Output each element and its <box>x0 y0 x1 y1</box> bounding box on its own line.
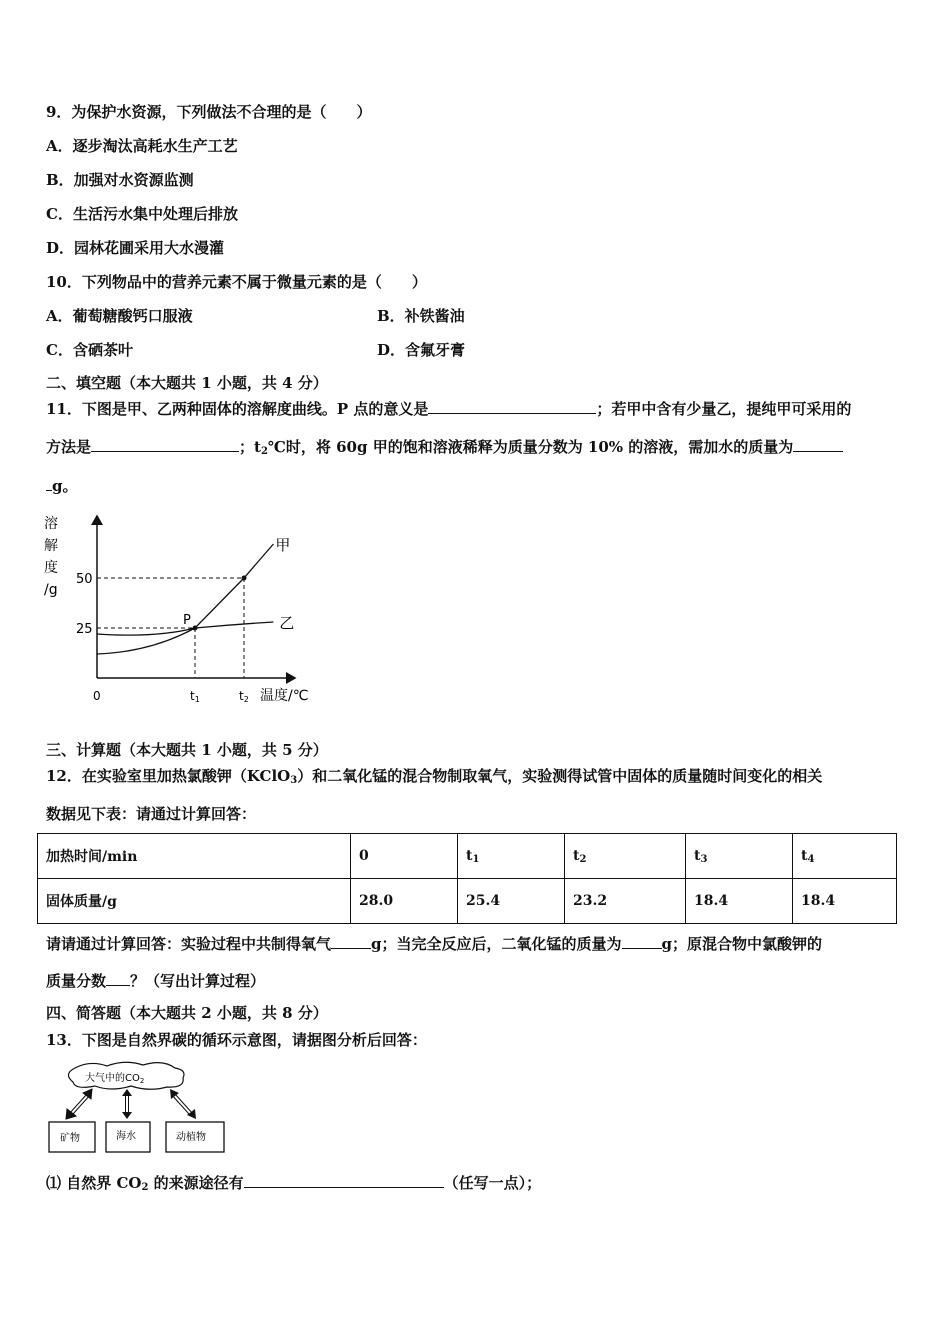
q11-line-2 <box>46 436 843 462</box>
q9-option-c: C．生活污水集中处理后排放 <box>46 205 238 223</box>
q10-stem: 10．下列物品中的营养元素不属于微量元素的是（ ） <box>46 273 427 291</box>
table-row <box>38 834 897 879</box>
q10-option-c: C．含硒茶叶 <box>46 341 133 359</box>
q9-stem: 9．为保护水资源，下列做法不合理的是（ ） <box>46 103 372 121</box>
table-row <box>38 879 897 924</box>
answer-blank[interactable] <box>428 398 596 414</box>
x-axis-label: 温度/℃ <box>260 688 309 704</box>
y-axis-label-char: /g <box>44 582 58 598</box>
table-cell: $t_2$ <box>565 834 686 879</box>
subscript: 2 <box>141 1182 149 1193</box>
point-jia-t2 <box>242 576 247 581</box>
section-3-heading: 三、计算题（本大题共 1 小题，共 5 分） <box>46 741 328 759</box>
table-cell: $t_1$ <box>458 834 565 879</box>
q12-text: ？（写出计算过程） <box>130 972 266 990</box>
arrow-up-down-icon <box>122 1089 132 1119</box>
q11-text: 方法是 <box>46 438 92 456</box>
q11-text: 11．下图是甲、乙两种固体的溶解度曲线。P 点的意义是 <box>46 400 429 418</box>
q9-option-d: D．园林花圃采用大水漫灌 <box>46 239 225 257</box>
table-cell: 18.4 <box>793 879 897 924</box>
x-tick-label: t2 <box>239 689 249 704</box>
q12-answer-line-2 <box>46 970 265 991</box>
q11-line-1 <box>46 398 851 419</box>
data-table <box>37 833 897 924</box>
series-jia-line <box>97 544 273 654</box>
table-cell: 28.0 <box>351 879 458 924</box>
table-cell: 0 <box>351 834 458 879</box>
y-axis-label-char: 度 <box>44 560 58 576</box>
q12-text: ）和二氧化锰的混合物制取氧气，实验测得试管中固体的质量随时间变化的相关 <box>297 767 823 785</box>
y-axis-label <box>44 515 58 598</box>
box-seawater-label: 海水 <box>116 1131 136 1142</box>
q9-option-a: A．逐步淘汰高耗水生产工艺 <box>46 137 238 155</box>
section-2-heading: 二、填空题（本大题共 1 小题，共 4 分） <box>46 374 328 392</box>
arrow-left-icon <box>66 1089 92 1119</box>
answer-blank[interactable] <box>244 1172 444 1188</box>
q13-text: ⑴ 自然界 CO <box>46 1174 142 1192</box>
q12-text: 12．在实验室里加热氯酸钾（KClO <box>46 767 291 785</box>
q13-text: 的来源途径有 <box>148 1174 244 1192</box>
q11-text: g。 <box>52 477 78 495</box>
q13-text: （任写一点）； <box>443 1174 542 1192</box>
answer-blank[interactable] <box>106 970 130 986</box>
q10-option-d: D．含氟牙膏 <box>377 341 466 359</box>
q13-stem: 13．下图是自然界碳的循环示意图，请据图分析后回答： <box>46 1031 427 1049</box>
series-yi-label: 乙 <box>279 614 295 632</box>
carbon-cycle-diagram <box>45 1060 230 1160</box>
y-tick-label: 50 <box>76 572 93 587</box>
q12-line-1 <box>46 766 822 791</box>
q12-text: 请请通过计算回答：实验过程中共制得氧气 <box>46 935 332 953</box>
q10-option-b: B．补铁酱油 <box>377 307 465 325</box>
arrow-right-icon <box>170 1089 196 1119</box>
point-p-label: P <box>183 613 191 628</box>
table-cell: 18.4 <box>686 879 793 924</box>
q12-text: g；当完全反应后，二氧化锰的质量为 <box>371 935 622 953</box>
box-minerals-label: 矿物 <box>60 1133 80 1144</box>
answer-blank[interactable] <box>331 933 371 949</box>
section-4-heading: 四、简答题（本大题共 2 小题，共 8 分） <box>46 1004 328 1022</box>
q11-text: ℃时，将 60g 甲的饱和溶液稀释为质量分数为 10% 的溶液，需加水的质量为 <box>267 438 794 456</box>
table-cell: $t_3$ <box>686 834 793 879</box>
y-tick-label: 25 <box>76 622 93 637</box>
table-cell: $t_4$ <box>793 834 897 879</box>
table-cell: 加热时间/min <box>38 834 351 879</box>
y-axis-label-char: 解 <box>44 538 58 554</box>
y-axis-label-char: 溶 <box>44 516 58 532</box>
q12-answer-line-1 <box>46 933 822 954</box>
q12-text: 质量分数 <box>46 972 107 990</box>
subscript: 2 <box>260 446 268 457</box>
q11-text: ；若甲中含有少量乙，提纯甲可采用的 <box>596 400 852 418</box>
q11-text: ；t <box>239 438 261 456</box>
intersection-point-p <box>193 626 198 631</box>
q11-line-3 <box>46 475 78 496</box>
q13-subquestion-1 <box>46 1172 541 1198</box>
cloud-label: 大气中的$CO_2$ <box>85 1073 145 1085</box>
q10-option-a: A．葡萄糖酸钙口服液 <box>46 307 193 325</box>
table-cell: 25.4 <box>458 879 565 924</box>
q9-option-b: B．加强对水资源监测 <box>46 171 194 189</box>
solubility-chart <box>40 508 320 708</box>
answer-blank[interactable] <box>622 933 662 949</box>
table-cell: 固体质量/g <box>38 879 351 924</box>
answer-blank[interactable] <box>793 436 843 452</box>
x-tick-label: 0 <box>93 689 101 703</box>
x-tick-label: t1 <box>190 689 200 704</box>
answer-blank[interactable] <box>91 436 239 452</box>
box-organisms-label: 动植物 <box>176 1132 206 1143</box>
q12-text: g；原混合物中氯酸钾的 <box>661 935 823 953</box>
table-cell: 23.2 <box>565 879 686 924</box>
subscript: 3 <box>290 775 298 786</box>
q12-line-2: 数据见下表：请通过计算回答： <box>46 805 257 823</box>
series-jia-label: 甲 <box>275 536 291 554</box>
